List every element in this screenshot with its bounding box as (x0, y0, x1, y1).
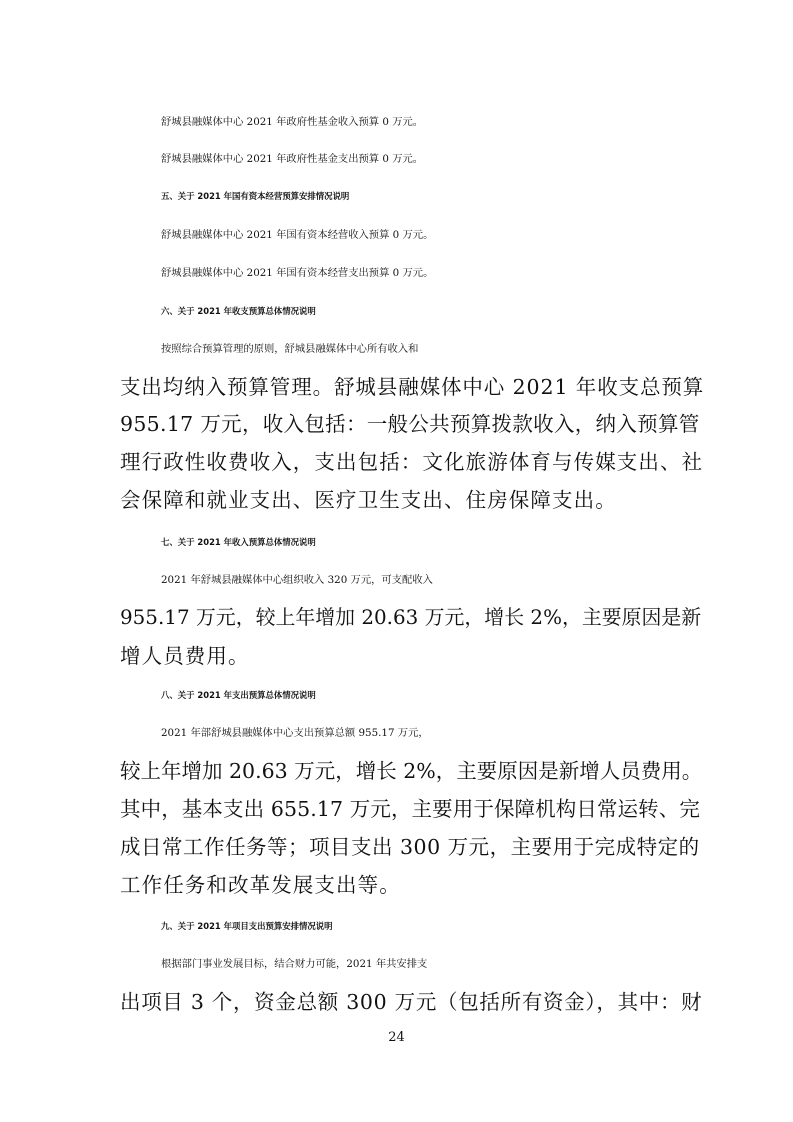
section-heading: 八、关于 2021 年支出预算总体情况说明 (161, 690, 316, 700)
page-number: 24 (388, 1030, 405, 1045)
paragraph-line: 舒城县融媒体中心 2021 年国有资本经营收入预算 0 万元。 (161, 229, 434, 241)
paragraph-line: 出项目 3 个，资金总额 300 万元（包括所有资金），其中：财 (120, 990, 703, 1014)
paragraph-line: 2021 年舒城县融媒体中心组织收入 320 万元，可支配收入 (161, 574, 433, 586)
paragraph-line: 会保障和就业支出、医疗卫生支出、住房保障支出。 (120, 488, 617, 512)
paragraph-line: 增人员费用。 (120, 644, 250, 668)
paragraph-line: 2021 年部舒城县融媒体中心支出预算总额 955.17 万元， (161, 727, 429, 739)
paragraph-line: 955.17 万元，较上年增加 20.63 万元，增长 2%，主要原因是新 (120, 606, 702, 629)
section-heading: 五、关于 2021 年国有资本经营预算安排情况说明 (161, 191, 350, 201)
paragraph-line: 舒城县融媒体中心 2021 年政府性基金支出预算 0 万元。 (161, 153, 424, 165)
paragraph-line: 根据部门事业发展目标，结合财力可能，2021 年共安排支 (161, 958, 428, 970)
paragraph-line: 舒城县融媒体中心 2021 年国有资本经营支出预算 0 万元。 (161, 267, 434, 279)
paragraph-line: 按照综合预算管理的原则，舒城县融媒体中心所有收入和 (161, 343, 419, 355)
paragraph-line: 955.17 万元，收入包括：一般公共预算拨款收入，纳入预算管 (120, 412, 700, 436)
paragraph-line: 支出均纳入预算管理。舒城县融媒体中心 2021 年收支总预算 (120, 375, 705, 399)
paragraph-line: 理行政性收费收入，支出包括：文化旅游体育与传媒支出、社 (120, 450, 704, 474)
paragraph-line: 成日常工作任务等；项目支出 300 万元，主要用于完成特定的 (120, 835, 700, 859)
paragraph-line: 工作任务和改革发展支出等。 (120, 873, 401, 897)
section-heading: 六、关于 2021 年收支预算总体情况说明 (161, 306, 316, 316)
section-heading: 九、关于 2021 年项目支出预算安排情况说明 (161, 921, 333, 931)
paragraph-line: 较上年增加 20.63 万元，增长 2%，主要原因是新增人员费用。 (120, 759, 703, 783)
paragraph-line: 其中，基本支出 655.17 万元，主要用于保障机构日常运转、完 (120, 797, 700, 821)
paragraph-line: 舒城县融媒体中心 2021 年政府性基金收入预算 0 万元。 (161, 116, 424, 128)
section-heading: 七、关于 2021 年收入预算总体情况说明 (161, 537, 316, 547)
